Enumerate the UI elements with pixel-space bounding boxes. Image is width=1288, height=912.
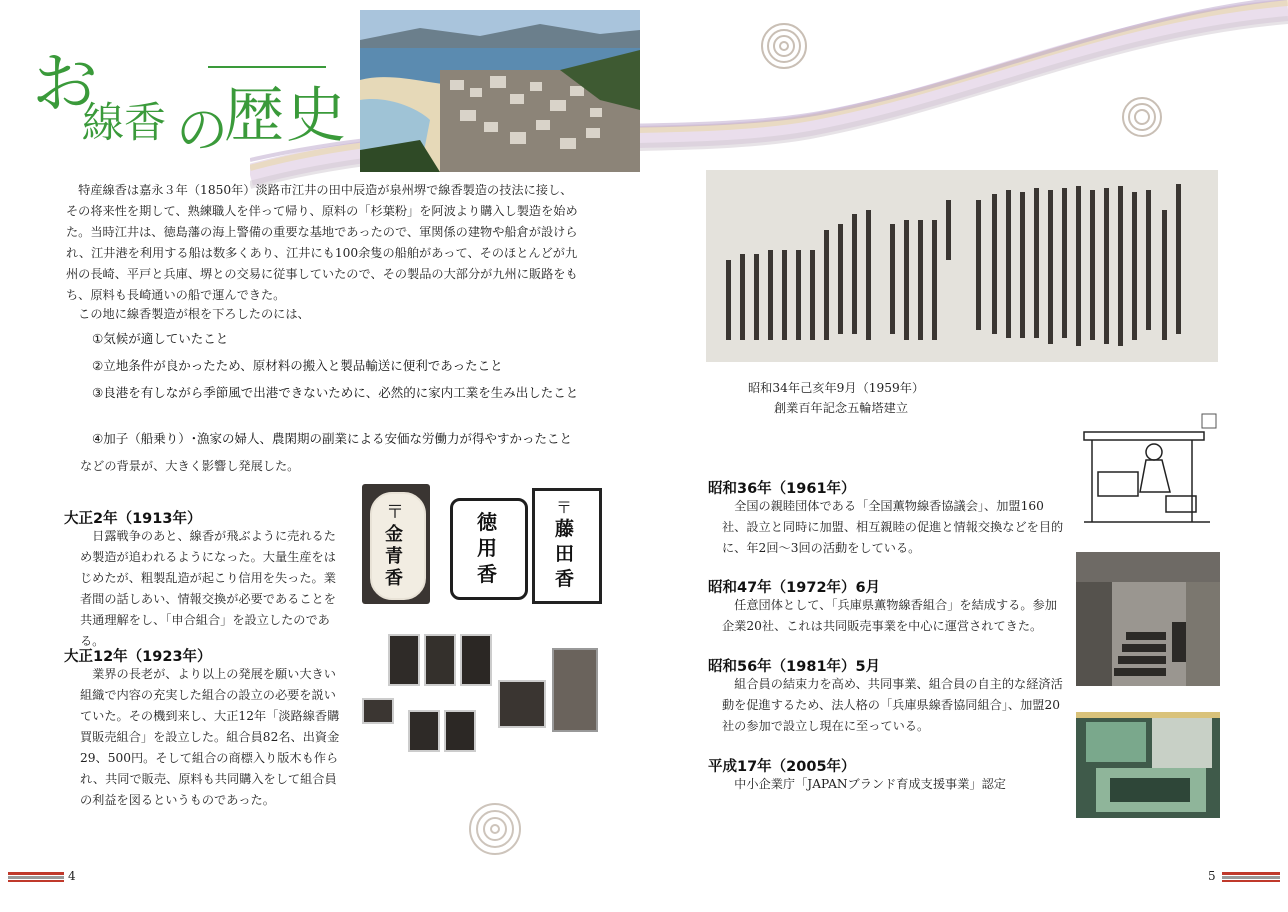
reason-4: ④加子（船乗り）･漁家の婦人、農閑期の副業による安価な労働力が得やすかったこと <box>92 431 572 446</box>
intro-closing: などの背景が、大きく影響し発展した。 <box>80 459 300 473</box>
woodblock-stamp <box>498 680 546 728</box>
monument-caption-line2: 創業百年記念五輪塔建立 <box>774 401 909 415</box>
section-body-1981: 組合員の結束力を高め、共同事業、組合員の自主的な経済活動を促進するため、法人格の「兵庫県線香協同組合」、加盟20社の参加で設立し現在に至っている。 <box>722 677 1063 733</box>
label-text: 徳用香 <box>477 510 497 586</box>
section-heading-1961: 昭和36年（1961年） <box>708 481 856 497</box>
coil-icon <box>1120 95 1164 139</box>
section-body-1972: 任意団体として、「兵庫県薫物線香組合」を結成する。参加企業20社、これは共同販売事業を中心に運営されてきた。 <box>722 598 1057 633</box>
coil-icon <box>466 800 524 858</box>
intro-paragraph: 特産線香は嘉永３年（1850年）淡路市江井の田中辰造が泉州堺で線香製造の技法に接し、その将来性を期して、熟練職人を伴って帰り、原料の「杉葉粉」を阿波より購入し製造を始めた。当時江井は、徳島藩の海上警備の重要な基地であったので、軍関係の建物や船倉が設けられ、江井港を利用する船は数多くあり、江井にも100余隻の船舶があって、そのほとんどが九州の長崎、平戸と兵庫、堺との交易に従事していたので、その製品の大部分が九州に販路をもち、原料も長崎通いの船で運んできた。 <box>66 183 578 302</box>
woodblock-stamp <box>424 634 456 686</box>
monument-caption-line1: 昭和34年己亥年9月（1959年） <box>748 381 925 395</box>
section-heading-1972: 昭和47年（1972年）6月 <box>708 580 881 596</box>
label-kinseiko <box>362 484 430 604</box>
label-text: 金青香 <box>385 524 403 589</box>
page-number-left: 4 <box>68 869 76 883</box>
section-body-1961: 全国の親睦団体である「全国薫物線香協議会」、加盟160社、設立と同時に加盟、相互親睦の促進と情報交換などを目的に、年2回～3回の活動をしている。 <box>722 499 1064 555</box>
woodblock-stamp <box>388 634 420 686</box>
label-fujitako <box>532 488 602 604</box>
intro-lead: この地に線香製造が根を下ろしたのには、 <box>66 307 310 321</box>
incense-making-illustration <box>1074 412 1220 538</box>
reason-3: ③良港を有しながら季節風で出港できないために、必然的に家内工業を生み出したこと <box>92 385 579 400</box>
woodblock-stamp <box>552 648 598 732</box>
section-body-1913: 日露戦争のあと、線香が飛ぶように売れるため製造が追われるようになった。大量生産をはじめたが、粗製乱造が起こり信用を失った。業者間の話しあい、情報交換が必要であることを共通理解をし、「申合組合」を設立したのである。 <box>80 529 336 648</box>
label-mark: 〒 <box>556 498 573 517</box>
section-heading-1913: 大正2年（1913年） <box>64 511 202 527</box>
coastal-town-photo <box>360 10 640 172</box>
page-bar-right <box>1222 872 1280 882</box>
woodblock-stamp <box>444 710 476 752</box>
woodblock-stamp <box>460 634 492 686</box>
section-heading-1923: 大正12年（1923年） <box>64 649 212 665</box>
label-mark: 〒 <box>386 502 404 523</box>
title-o: お <box>32 45 98 122</box>
page-number-right: 5 <box>1208 869 1216 883</box>
woodblock-stamp <box>362 698 394 724</box>
reason-1: ①気候が適していたこと <box>92 331 229 346</box>
page-title <box>28 28 348 168</box>
title-senko: 線香 <box>82 98 167 147</box>
section-heading-2005: 平成17年（2005年） <box>708 759 856 775</box>
section-heading-1981: 昭和56年（1981年）5月 <box>708 659 881 675</box>
coil-icon <box>758 20 810 72</box>
section-body-1923: 業界の長老が、より以上の発展を願い大きい組織で内容の充実した組合の設立の必要を説いていた。その機到来し、大正12年「淡路線香購買販売組合」を設立した。組合員82名、出資金29、500円。そして組合の商標入り版木も作られ、共同で販売、原料も共同購入をして組合員の利益を図るというものであった。 <box>80 667 340 807</box>
factory-machine-photo <box>1076 712 1220 818</box>
title-rekishi: 歴史 <box>224 81 348 151</box>
title-no: の <box>176 101 229 161</box>
reason-2: ②立地条件が良かったため、原材料の搬入と製品輸送に便利であったこと <box>92 358 503 373</box>
workshop-photo <box>1076 552 1220 686</box>
label-tokuyoko <box>450 498 528 600</box>
label-text: 藤田香 <box>555 518 575 590</box>
monument-inscription-photo <box>706 170 1218 362</box>
section-body-2005: 中小企業庁「JAPANブランド育成支援事業」認定 <box>722 777 1006 791</box>
page-bar-left <box>8 872 64 882</box>
woodblock-stamp <box>408 710 440 752</box>
title-rule <box>208 66 326 68</box>
